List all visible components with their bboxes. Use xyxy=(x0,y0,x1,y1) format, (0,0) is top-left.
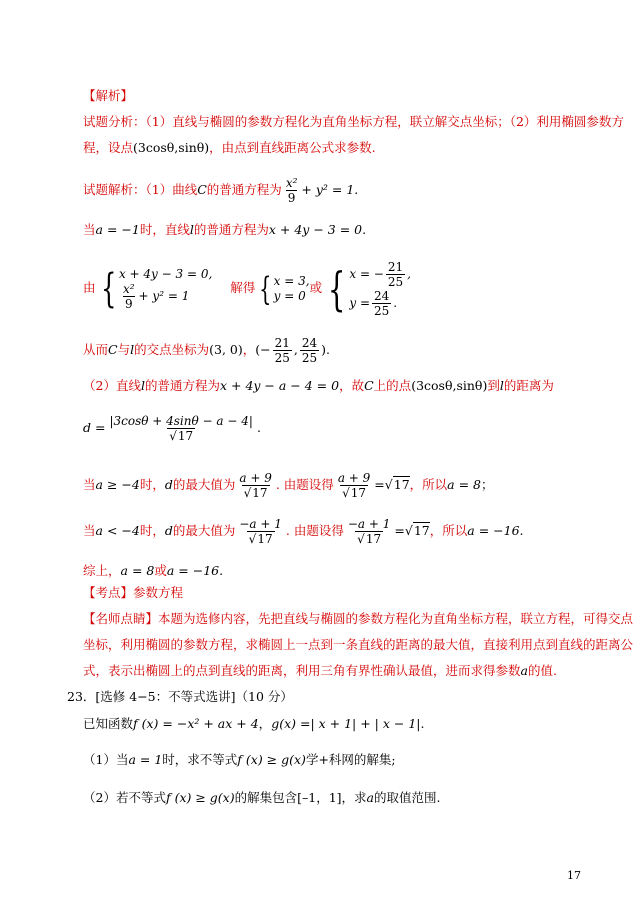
math-var: l xyxy=(189,222,194,237)
brace: { xyxy=(327,261,346,316)
math-expr: = xyxy=(394,523,405,538)
radicand: 17 xyxy=(413,523,430,538)
question-23-given xyxy=(83,716,424,732)
question-23-part-1 xyxy=(83,752,396,768)
frac-num: 24 xyxy=(374,288,390,303)
text: . xyxy=(326,342,331,357)
analysis-heading xyxy=(83,88,133,104)
text: 本题为选修内容，先把直线与椭圆的参数方程化为直角坐标方程，联立方程，可得交点 xyxy=(158,611,634,626)
text: ，所以 xyxy=(409,477,448,492)
frac-den: 9 xyxy=(287,191,296,205)
page-number: 17 xyxy=(567,869,581,882)
math-expr: a ≥ −4 xyxy=(95,477,140,492)
text: 程，设点 xyxy=(83,140,134,155)
text: （1）当 xyxy=(83,752,129,767)
math-fraction xyxy=(237,471,273,500)
system-3 xyxy=(322,260,411,318)
distance-formula xyxy=(83,410,261,446)
math-fraction xyxy=(346,517,393,546)
text: 当 xyxy=(83,222,96,237)
question-23-part-2 xyxy=(83,790,440,806)
text: 时，直线 xyxy=(139,222,190,237)
math-var: l xyxy=(499,378,504,393)
math-fraction xyxy=(284,176,300,205)
math-expr: ) xyxy=(321,342,327,357)
math-expr: a = 8 xyxy=(447,477,481,492)
math-var: l xyxy=(140,378,145,393)
math-expr: f (x) ≥ g(x) xyxy=(165,790,235,805)
kaodian-line xyxy=(83,585,183,601)
math-expr: g(x) =| x + 1| + | x − 1| xyxy=(271,716,421,731)
math-point: (3cosθ,sinθ) xyxy=(411,378,488,393)
frac-num: |3cosθ + 4sinθ − a − 4| xyxy=(109,414,253,428)
radicand: 17 xyxy=(393,477,410,492)
math-var: C xyxy=(108,342,118,357)
text: 或 xyxy=(154,563,167,578)
math-expr: . xyxy=(393,295,398,310)
question-23-title xyxy=(67,689,293,705)
frac-num: −a + 1 xyxy=(347,517,391,531)
math-var: C xyxy=(197,182,207,197)
text: 时， xyxy=(139,477,165,492)
mingshi-line-2 xyxy=(83,637,633,653)
frac-den: 25 xyxy=(274,351,290,365)
text: ， xyxy=(258,716,272,731)
math-var: a xyxy=(520,663,528,678)
text: 的交点坐标为 xyxy=(134,342,210,357)
math-var: d xyxy=(164,477,173,492)
math-fraction xyxy=(107,414,254,443)
radicand: 17 xyxy=(252,486,268,500)
kaodian-text: 参数方程 xyxy=(133,585,184,600)
system-rows xyxy=(349,260,411,318)
text: 的普通方程为 xyxy=(193,222,269,237)
text: （2）若不等式 xyxy=(83,790,166,805)
math-expr: d = xyxy=(83,420,106,435)
analysis-tag: 【解析】 xyxy=(83,88,134,103)
text: 的普通方程为 xyxy=(206,182,282,197)
math-var: d xyxy=(164,523,173,538)
math-expr: y = xyxy=(349,295,371,310)
mingshi-tag: 【名师点睛】 xyxy=(83,611,159,626)
math-expr: + y² = 1 xyxy=(138,288,190,303)
math-expr: x + 4y − 3 = 0 xyxy=(268,222,363,237)
text: 时， xyxy=(139,523,165,538)
text: . 由题设得 xyxy=(275,477,334,492)
system-row: y = 0 xyxy=(273,288,306,303)
system-row xyxy=(349,260,411,289)
text: 的值. xyxy=(527,663,557,678)
text: 的最大值为 xyxy=(172,523,236,538)
radicand: 17 xyxy=(257,532,273,546)
equation-systems xyxy=(83,256,411,320)
frac-den: √17 xyxy=(248,532,273,546)
system-2 xyxy=(255,269,309,309)
math-point: (3cosθ,sinθ) xyxy=(133,140,210,155)
math-expr: a = 1 xyxy=(128,752,163,767)
analysis-text: 试题分析：（1）直线与椭圆的参数方程化为直角坐标方程，联立解交点坐标；（2）利用椭圆参数方 xyxy=(83,114,624,129)
math-var: a xyxy=(366,790,374,805)
math-expr: f (x) ≥ g(x) xyxy=(237,752,306,767)
math-expr: + y² = 1 xyxy=(301,182,355,197)
radicand: 17 xyxy=(350,486,367,500)
math-fraction xyxy=(121,282,137,311)
text: 上的点 xyxy=(373,378,412,393)
math-expr: a < −4 xyxy=(95,523,140,538)
text: 解得 xyxy=(230,280,256,295)
system-rows xyxy=(119,267,212,311)
math-sqrt: √17 xyxy=(384,477,410,492)
frac-den: √17 xyxy=(342,486,367,500)
radicand: 17 xyxy=(177,429,194,443)
math-fraction xyxy=(372,289,391,318)
math-fraction xyxy=(237,517,284,546)
analysis-line-1 xyxy=(83,114,624,130)
math-expr: a = −16 xyxy=(166,563,220,578)
math-expr: a = −1 xyxy=(95,222,140,237)
solution-line-5 xyxy=(83,468,494,502)
kaodian-tag: 【考点】 xyxy=(83,585,134,600)
math-expr: = xyxy=(374,477,385,492)
question-title: [选修 4−5：不等式选讲]（10 分） xyxy=(95,689,293,704)
text: ， xyxy=(242,342,256,357)
text: ； xyxy=(481,477,494,492)
text: 坐标，利用椭圆的参数方程，求椭圆上一点到一条直线的距离的最大值，直接利用点到直线的距离公 xyxy=(83,637,634,652)
text: 的最大值为 xyxy=(172,477,236,492)
solution-line-1 xyxy=(83,176,358,205)
text: 到 xyxy=(487,378,500,393)
text: . xyxy=(519,523,524,538)
system-1 xyxy=(96,267,213,311)
text: . xyxy=(256,420,261,435)
math-fraction xyxy=(273,336,292,365)
math-var: l xyxy=(130,342,135,357)
solution-line-6 xyxy=(83,514,524,548)
text: 试题解析：（1）曲线 xyxy=(83,182,198,197)
text: 或 xyxy=(309,280,323,295)
math-point: (3, 0) xyxy=(209,342,243,357)
math-expr: , xyxy=(407,266,411,281)
frac-den: 9 xyxy=(124,296,133,311)
text: （2）直线 xyxy=(83,378,141,393)
solution-line-2 xyxy=(83,222,366,238)
text: 的普通方程为 xyxy=(144,378,220,393)
math-point-2 xyxy=(255,336,327,365)
text: 由 xyxy=(83,280,96,295)
text: 的距离为 xyxy=(503,378,554,393)
brace: { xyxy=(100,265,116,312)
math-sqrt: √17 xyxy=(404,523,430,538)
system-row: x = 3, xyxy=(273,273,310,288)
mingshi-line-1 xyxy=(83,611,633,627)
brace: { xyxy=(259,269,272,308)
radicand: 17 xyxy=(365,532,382,546)
system-row: x + 4y − 3 = 0, xyxy=(118,266,213,281)
system-row xyxy=(349,289,411,318)
math-var: C xyxy=(364,378,374,393)
math-expr: x + 4y − a − 4 = 0 xyxy=(219,378,340,393)
frac-den: √17 xyxy=(169,429,194,443)
math-expr: a = 8 xyxy=(120,563,155,578)
question-number: 23． xyxy=(67,689,96,704)
text: . xyxy=(354,182,359,197)
text: ，由点到直线距离公式求参数. xyxy=(209,140,376,155)
text: 当 xyxy=(83,523,96,538)
math-expr: , xyxy=(293,342,298,357)
frac-num: a + 9 xyxy=(337,471,371,485)
text: 与 xyxy=(117,342,131,357)
math-expr: x = − xyxy=(349,266,384,281)
text: 当 xyxy=(83,477,96,492)
frac-num: x² xyxy=(285,176,298,190)
frac-den: 25 xyxy=(387,274,404,289)
text: 的取值范围. xyxy=(373,790,441,805)
analysis-line-2 xyxy=(83,140,376,156)
frac-num: −a + 1 xyxy=(239,517,282,531)
solution-conclusion xyxy=(83,563,223,579)
text: 从而 xyxy=(83,342,109,357)
frac-den: √17 xyxy=(357,532,382,546)
frac-num: x² xyxy=(122,281,135,296)
text: 综上， xyxy=(83,563,121,578)
text: . xyxy=(420,716,425,731)
math-expr: a = −16 xyxy=(467,523,520,538)
text: . 由题设得 xyxy=(285,523,344,538)
text: 的解集包含[–1，1]，求 xyxy=(234,790,367,805)
frac-den: √17 xyxy=(243,486,268,500)
text: 式，表示出椭圆上的点到直线的距离，利用三角有界性确认最值，进而求得参数 xyxy=(83,663,521,678)
math-fraction xyxy=(300,336,319,365)
text: 学+科网的解集; xyxy=(305,752,396,767)
frac-num: 21 xyxy=(387,259,404,274)
solution-line-3 xyxy=(83,336,330,365)
text: ，故 xyxy=(339,378,365,393)
math-fraction xyxy=(386,260,405,289)
system-rows xyxy=(274,274,310,304)
text: 已知函数 xyxy=(83,716,134,731)
math-expr: f (x) = −x² + ax + 4 xyxy=(133,716,259,731)
text: 时，求不等式 xyxy=(162,752,238,767)
frac-num: 21 xyxy=(274,336,290,350)
mingshi-line-3 xyxy=(83,663,557,679)
frac-den: 25 xyxy=(374,303,390,318)
frac-num: 24 xyxy=(301,336,318,350)
solution-line-4 xyxy=(83,378,554,394)
frac-den: 25 xyxy=(301,351,318,365)
math-expr: (− xyxy=(255,342,271,357)
math-fraction xyxy=(336,471,372,500)
text: . xyxy=(219,563,224,578)
text: ，所以 xyxy=(429,523,468,538)
text: . xyxy=(362,222,367,237)
system-row xyxy=(119,282,212,311)
frac-num: a + 9 xyxy=(239,471,272,485)
